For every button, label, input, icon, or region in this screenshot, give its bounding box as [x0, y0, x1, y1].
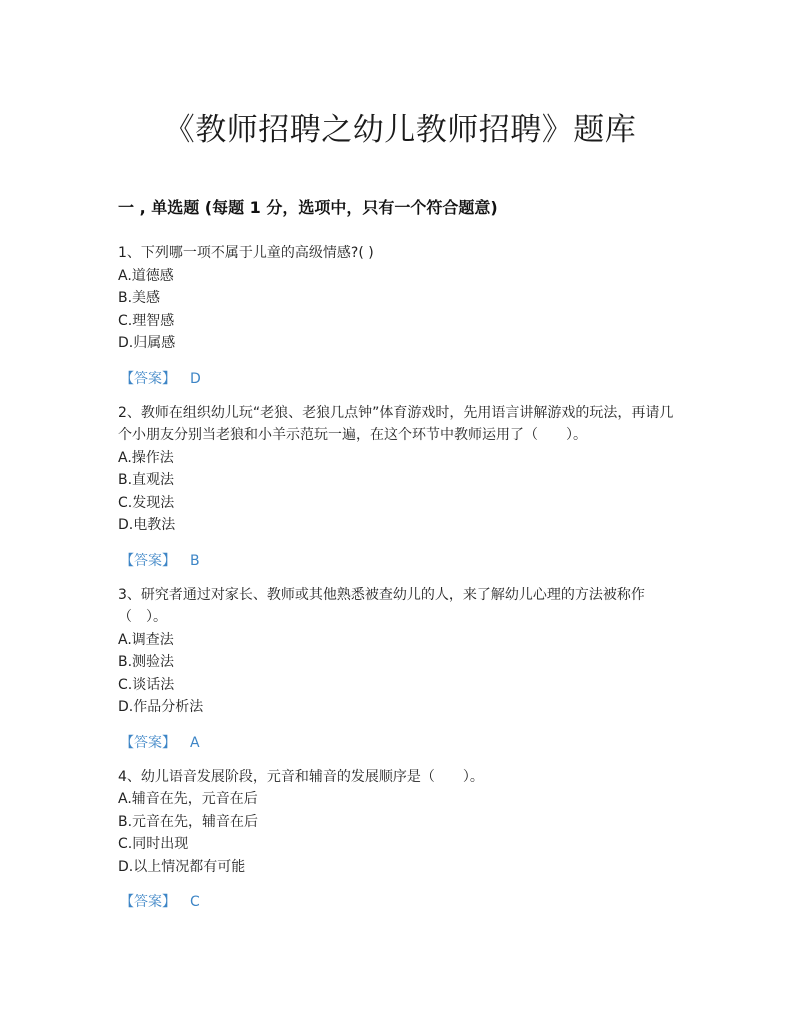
option-a: A.辅音在先，元音在后	[118, 791, 258, 807]
answer-row	[118, 368, 684, 390]
option-list	[118, 788, 684, 878]
option-c: C.发现法	[118, 494, 175, 511]
option-b: B.测验法	[118, 654, 175, 670]
answer-label: 【答案】	[120, 370, 176, 387]
question-stem: 2、教师在组织幼儿玩“老狼、老狼几点钟”体育游戏时，先用语言讲解游戏的玩法，再请几个小朋友分别当老狼和小羊示范玩一遍，在这个环节中教师运用了（ ）。	[118, 404, 674, 443]
answer-row	[118, 732, 684, 754]
question-stem: 3、研究者通过对家长、教师或其他熟悉被查幼儿的人，来了解幼儿心理的方法被称作（ ）。	[118, 586, 645, 625]
answer-row	[118, 550, 684, 572]
answer-label: 【答案】	[120, 734, 176, 751]
question-3	[118, 584, 684, 754]
question-4	[118, 766, 684, 914]
option-list	[118, 265, 684, 355]
option-list	[118, 447, 684, 537]
option-c: C.理智感	[118, 312, 175, 329]
option-d: D.以上情况都有可能	[118, 858, 246, 875]
section-heading: 一 , 单选题 (每题 1 分，选项中，只有一个符合题意)	[118, 198, 498, 217]
answer-value: D	[190, 370, 201, 387]
answer-label: 【答案】	[120, 552, 176, 569]
option-a: A.操作法	[118, 449, 174, 466]
option-a: A.道德感	[118, 267, 174, 284]
answer-value: B	[190, 552, 200, 569]
question-stem: 4、幼儿语音发展阶段，元音和辅音的发展顺序是（ ）。	[118, 768, 484, 785]
answer-row	[118, 891, 684, 913]
option-d: D.电教法	[118, 517, 176, 533]
option-b: B.直观法	[118, 472, 175, 488]
question-stem: 1、下列哪一项不属于儿童的高级情感?( )	[118, 245, 374, 261]
option-list	[118, 629, 684, 719]
question-list	[118, 242, 684, 925]
option-a: A.调查法	[118, 631, 174, 648]
answer-label: 【答案】	[120, 894, 176, 910]
question-2	[118, 402, 684, 572]
option-d: D.作品分析法	[118, 699, 204, 715]
question-1	[118, 242, 684, 390]
option-b: B.美感	[118, 290, 161, 306]
option-c: C.同时出现	[118, 836, 189, 852]
answer-value: C	[190, 894, 200, 910]
option-c: C.谈话法	[118, 676, 175, 693]
option-d: D.归属感	[118, 335, 176, 351]
document-title: 《教师招聘之幼儿教师招聘》题库	[163, 112, 637, 148]
option-b: B.元音在先，辅音在后	[118, 813, 259, 830]
answer-value: A	[190, 734, 200, 751]
